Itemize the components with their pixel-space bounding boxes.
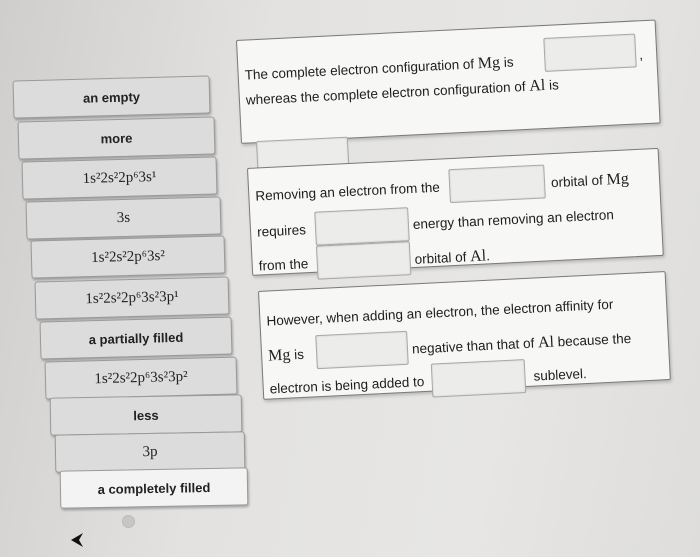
answer-tile-al-config-3p1[interactable]	[35, 276, 230, 319]
tile-label: 1s²2s²2p⁶3s²3p¹	[85, 288, 179, 307]
question-3-line-3-start: electron is being added to	[269, 373, 425, 397]
answer-tile-mg-config-3s2[interactable]	[31, 235, 226, 278]
tile-label: 3s	[116, 209, 131, 226]
tile-label: 1s²2s²2p⁶3s¹	[82, 168, 157, 187]
answer-tile-config-3p2[interactable]	[45, 356, 238, 399]
mouse-pointer-icon	[70, 532, 84, 548]
answer-tile-a-completely-filled[interactable]	[60, 467, 249, 508]
answer-tile-a-partially-filled[interactable]	[40, 316, 233, 359]
question-3-line-2-start: Mg is	[267, 346, 305, 365]
question-2-line-2-start: requires	[256, 222, 307, 240]
answer-tile-less[interactable]	[50, 394, 243, 435]
drop-zone-electron-affinity[interactable]	[315, 331, 409, 369]
drop-zone-al-orbital[interactable]	[316, 241, 412, 280]
answer-tile-3s[interactable]	[26, 196, 222, 239]
tile-label: a completely filled	[97, 479, 211, 497]
drop-zone-sublevel[interactable]	[431, 359, 527, 398]
drop-zone-energy-comparison[interactable]	[314, 207, 410, 246]
drop-zone-mg-configuration[interactable]	[543, 33, 637, 71]
tile-label: an empty	[82, 88, 141, 106]
question-2-line-2-end: energy than removing an electron	[412, 207, 615, 232]
answer-tile-an-empty[interactable]	[13, 75, 211, 118]
drop-zone-mg-orbital[interactable]	[448, 164, 546, 203]
answer-tile-mg-config-3s1[interactable]	[22, 156, 218, 199]
tile-label: a partially filled	[88, 329, 184, 347]
question-panel-2	[247, 148, 664, 276]
question-3-line-1: However, when adding an electron, the electron affinity for	[266, 296, 614, 329]
tile-label: less	[133, 407, 159, 423]
tile-label: 1s²2s²2p⁶3s²3p²	[94, 368, 188, 387]
question-panel-1	[236, 19, 661, 143]
answer-tile-3p[interactable]	[55, 431, 246, 472]
question-1-line-1: The complete electron configuration of Mg is	[244, 54, 514, 83]
question-3-line-2-end: negative than that of Al because the	[411, 330, 632, 357]
question-2-line-3-end: orbital of Al.	[414, 247, 491, 267]
answer-tile-more[interactable]	[18, 116, 216, 159]
tile-label: 1s²2s²2p⁶3s²	[90, 247, 166, 266]
tile-label: more	[100, 130, 133, 146]
tile-label: 3p	[142, 443, 158, 460]
radio-button[interactable]	[122, 515, 135, 528]
question-2-line-3-start: from the	[258, 256, 309, 274]
question-panel-3	[258, 271, 671, 400]
question-2-line-1-end: orbital of Mg	[550, 170, 630, 191]
question-2-line-1: Removing an electron from the	[255, 179, 441, 204]
question-1-line-2: whereas the complete electron configuration of Al is	[245, 76, 560, 108]
question-3-line-3-end: sublevel.	[533, 366, 588, 384]
comma: ,	[638, 47, 644, 63]
